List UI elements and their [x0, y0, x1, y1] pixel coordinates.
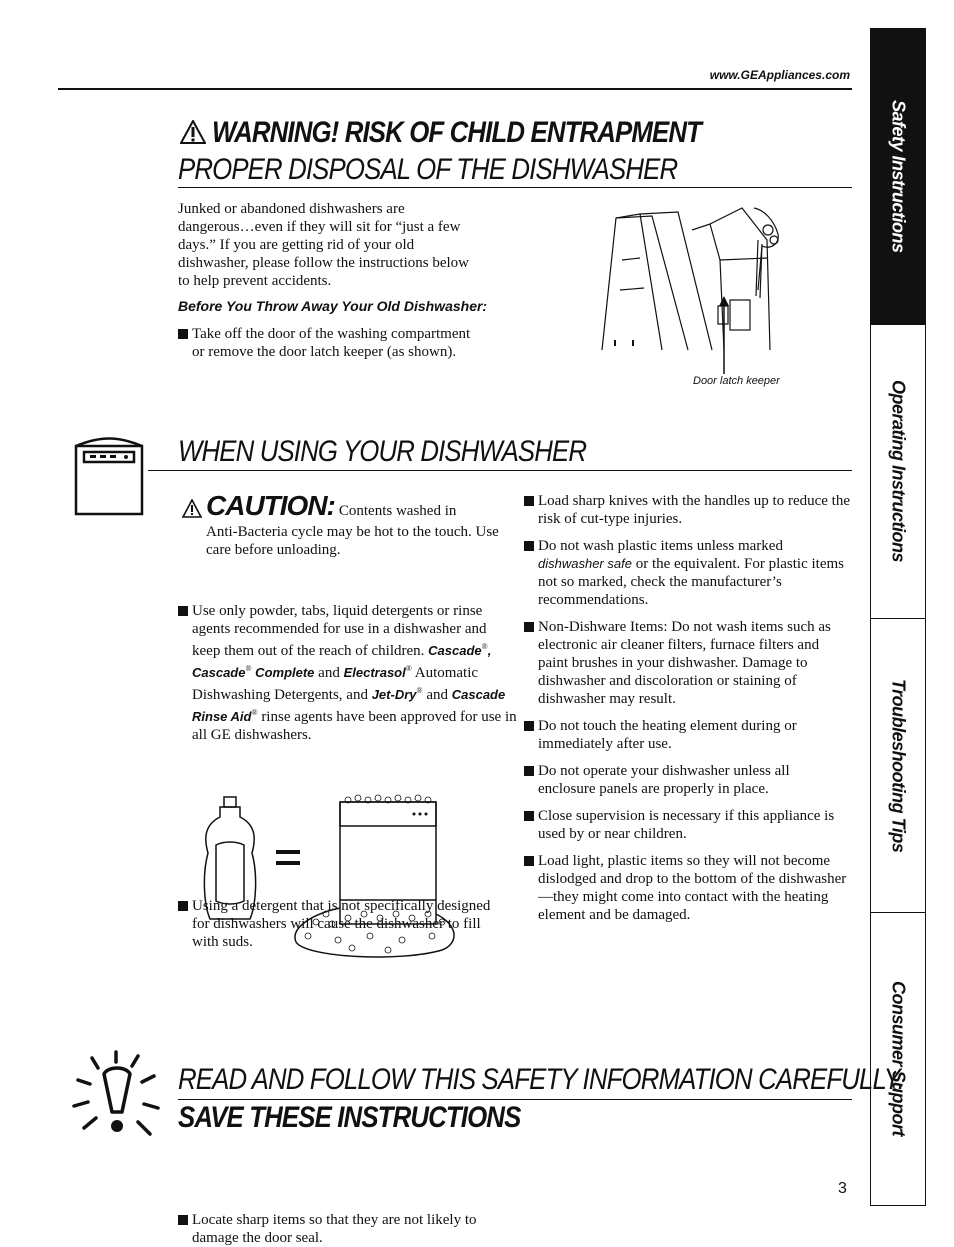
save-instructions-title: SAVE THESE INSTRUCTIONS [178, 1101, 521, 1134]
registered-mark: ® [251, 708, 258, 717]
caution-label: CAUTION: [206, 490, 335, 521]
brand-cascade: Cascade [428, 643, 482, 658]
tab-consumer-support[interactable] [871, 913, 925, 1205]
arrow-up-icon [718, 296, 730, 379]
detergent-text: and [314, 665, 344, 681]
footer-rule [178, 1099, 852, 1100]
warning-rule [178, 187, 852, 188]
caution-block [182, 490, 508, 559]
warning-triangle-icon [180, 120, 206, 149]
sharp-items-bullet: Locate sharp items so that they are not likely to damage the door seal. [178, 1211, 514, 1247]
heating-element-bullet: Do not touch the heating element during or immediately after use. [524, 717, 850, 753]
dishwasher-safe-text: dishwasher safe [538, 556, 632, 571]
warning-intro: Junked or abandoned dishwashers are dangerous…even if they will sit for “just a few days.” If you are getting rid of your old dishwasher, please follow the instructions below to help prevent accidents. [178, 201, 470, 289]
registered-mark: ® [416, 686, 423, 695]
section-tabs [870, 28, 926, 1206]
tab-troubleshooting-tips[interactable] [871, 619, 925, 913]
exclamation-burst-icon [68, 1050, 164, 1147]
non-dishware-bullet: Non-Dishware Items: Do not wash items such as electronic air cleaner filters, furnace filters and paint brushes in your dishwasher. Damage to dishwasher and discoloration or staining of dishwasher may result. [524, 618, 850, 708]
brand-cascade-2: , Cascade [192, 643, 492, 680]
knives-bullet: Load sharp knives with the handles up to reduce the risk of cut-type injuries. [524, 492, 850, 528]
tab-label: Troubleshooting Tips [888, 678, 909, 853]
enclosure-panels-bullet: Do not operate your dishwasher unless all enclosure panels are properly in place. [524, 762, 850, 798]
detergent-text: Use only powder, tabs, liquid detergents or rinse agents recommended for use in a dishwasher and keep them out of the reach of children. [192, 603, 487, 659]
header-rule [58, 88, 852, 90]
brand-jet-dry: Jet-Dry [371, 687, 417, 702]
caution-text-rest: Anti-Bacteria cycle may be hot to the touch. Use care before unloading. [206, 524, 499, 559]
plastic-text: Do not wash plastic items unless marked [538, 538, 783, 554]
tab-label: Safety Instructions [888, 100, 909, 253]
tab-safety-instructions[interactable] [871, 29, 925, 325]
page-number: 3 [838, 1180, 847, 1197]
detergent-text: Automatic Dishwashing Detergents, and [192, 665, 479, 703]
right-bullet-list [524, 492, 850, 924]
read-follow-title: READ AND FOLLOW THIS SAFETY INFORMATION CAREFULLY. [178, 1063, 904, 1096]
door-latch-caption: Door latch keeper [693, 375, 780, 387]
suds-bullet: Using a detergent that is not specifically designed for dishwashers will cause the dishwasher to fill with suds. [178, 897, 502, 951]
remove-door-bullet: Take off the door of the washing compartment or remove the door latch keeper (as shown). [178, 325, 482, 361]
plastic-text: or the equivalent. For plastic items not so marked, check the manufacturer’s recommendations. [538, 556, 844, 608]
brand-complete: Complete [251, 665, 315, 680]
registered-mark: ® [405, 664, 412, 673]
dishwasher-icon [70, 432, 148, 521]
brand-cascade-rinse-aid: Cascade Rinse Aid [192, 687, 506, 724]
brand-electrasol: Electrasol [343, 665, 406, 680]
detergent-bullet [178, 602, 518, 744]
warning-title: WARNING! RISK OF CHILD ENTRAPMENT [212, 116, 702, 149]
tab-operating-instructions[interactable] [871, 325, 925, 619]
detergent-text: rinse agents have been approved for use in all GE dishwashers. [192, 709, 517, 743]
registered-mark: ® [481, 642, 488, 651]
before-throw-away-heading: Before You Throw Away Your Old Dishwasher: [178, 298, 488, 314]
supervision-bullet: Close supervision is necessary if this appliance is used by or near children. [524, 807, 850, 843]
detergent-bottle-illustration [200, 795, 260, 930]
tab-label: Operating Instructions [888, 380, 909, 563]
when-using-title: WHEN USING YOUR DISHWASHER [178, 435, 587, 468]
plastic-items-bullet [524, 537, 850, 609]
tab-label: Consumer Support [888, 981, 909, 1137]
light-plastic-bullet: Load light, plastic items so they will not become dislodged and drop to the bottom of the dishwasher—they might come into contact with the heating element and be damaged. [524, 852, 850, 924]
warning-subtitle: PROPER DISPOSAL OF THE DISHWASHER [178, 153, 678, 186]
door-latch-illustration [592, 200, 807, 370]
registered-mark: ® [245, 664, 252, 673]
when-using-rule [148, 470, 852, 471]
sudsy-dishwasher-illustration [292, 788, 462, 973]
website-url: www.GEAppliances.com [709, 68, 850, 82]
detergent-text: and [422, 687, 452, 703]
caution-text-first: Contents washed in [338, 503, 457, 519]
caution-triangle-icon [182, 499, 202, 523]
